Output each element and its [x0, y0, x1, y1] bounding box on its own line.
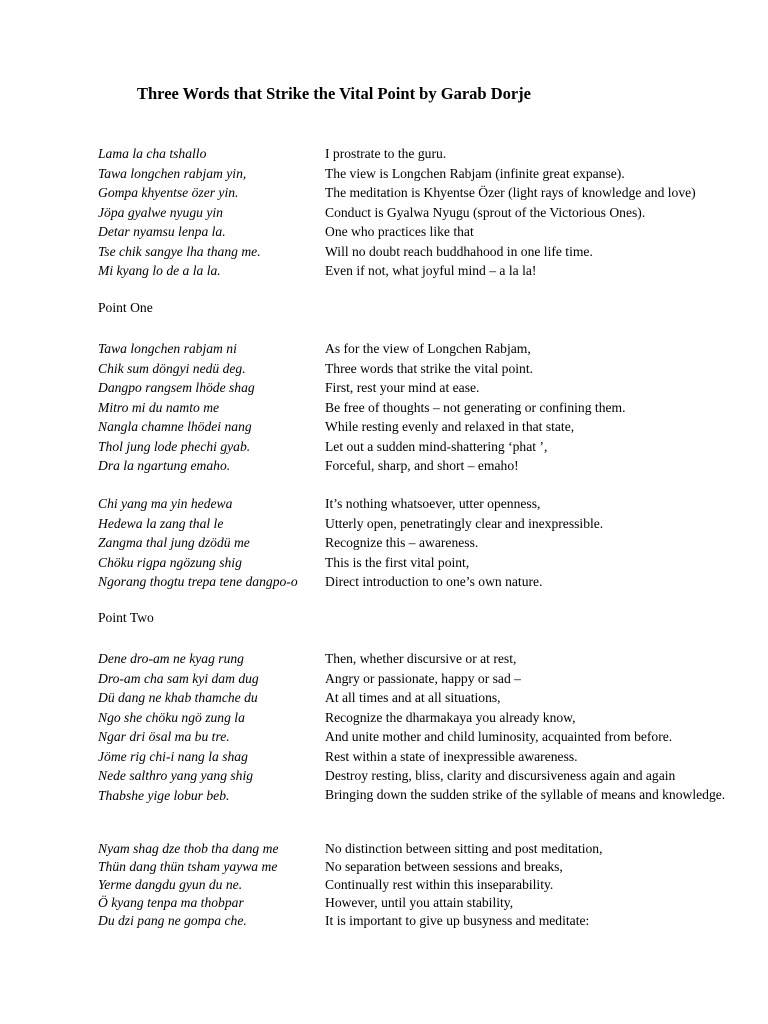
section-heading-point-two: Point Two — [98, 610, 154, 625]
english-line: Angry or passionate, happy or sad – — [325, 670, 521, 686]
verse-row — [0, 840, 768, 858]
tibetan-line: Thabshe yige lobur beb. — [98, 788, 230, 803]
english-line: The meditation is Khyentse Özer (light rays of knowledge and love) — [325, 185, 696, 200]
tibetan-line: Chi yang ma yin hedewa — [98, 496, 233, 511]
english-line: However, until you attain stability, — [325, 895, 514, 910]
english-line: No distinction between sitting and post meditation, — [325, 841, 603, 856]
verse-row — [0, 398, 768, 418]
verse-block-intro — [0, 144, 768, 281]
verse-row — [0, 747, 768, 767]
tibetan-line: Tawa longchen rabjam yin, — [98, 165, 247, 181]
tibetan-line: Tawa longchen rabjam ni — [98, 341, 237, 356]
tibetan-line: Ngorang thogtu trepa tene dangpo-o — [98, 574, 298, 589]
tibetan-line: Dü dang ne khab thamche du — [98, 690, 258, 705]
verse-row — [0, 572, 768, 592]
tibetan-line: Gompa khyentse özer yin. — [98, 185, 239, 200]
tibetan-line: Dene dro-am ne kyag rung — [98, 651, 244, 666]
tibetan-line: Hedewa la zang thal le — [98, 515, 224, 531]
verse-row — [0, 533, 768, 553]
english-line: No separation between sessions and breaks, — [325, 859, 563, 874]
verse-row — [0, 708, 768, 728]
english-line: Conduct is Gyalwa Nyugu (sprout of the Victorious Ones). — [325, 204, 646, 220]
english-line: Will no doubt reach buddhahood in one life time. — [325, 243, 593, 259]
tibetan-line: Yerme dangdu gyun du ne. — [98, 877, 243, 892]
verse-row — [0, 876, 768, 894]
verse-row — [0, 339, 768, 359]
verse-row — [0, 378, 768, 398]
tibetan-line: Thol jung lode phechi gyab. — [98, 438, 251, 454]
english-line: It is important to give up busyness and meditate: — [325, 913, 590, 928]
english-line: Destroy resting, bliss, clarity and discursiveness again and again — [325, 768, 676, 783]
verse-row — [0, 649, 768, 669]
tibetan-line: Mi kyang lo de a la la. — [98, 263, 221, 278]
tibetan-line: Dra la ngartung emaho. — [98, 458, 231, 473]
english-line: Let out a sudden mind-shattering ‘phat ’, — [325, 438, 548, 454]
tibetan-line: Detar nyamsu lenpa la. — [98, 224, 226, 239]
tibetan-line: Thün dang thün tsham yaywa me — [98, 859, 278, 874]
verse-row — [0, 669, 768, 689]
verse-block-point-one-b — [0, 494, 768, 592]
verse-row — [0, 203, 768, 223]
verse-row — [0, 437, 768, 457]
tibetan-line: Nyam shag dze thob tha dang me — [98, 841, 279, 856]
verse-row — [0, 183, 768, 203]
english-line: I prostrate to the guru. — [325, 146, 447, 161]
english-line: Bringing down the sudden strike of the syllable of means and knowledge. — [325, 787, 726, 802]
english-line: Be free of thoughts – not generating or confining them. — [325, 399, 626, 415]
english-line: Recognize the dharmakaya you already know, — [325, 709, 576, 725]
english-line: First, rest your mind at ease. — [325, 380, 480, 395]
english-line: While resting evenly and relaxed in that state, — [325, 419, 575, 434]
verse-row — [0, 514, 768, 534]
english-line: And unite mother and child luminosity, acquainted from before. — [325, 729, 673, 744]
tibetan-line: Chik sum döngyi nedü deg. — [98, 360, 246, 376]
english-line: Rest within a state of inexpressible awareness. — [325, 748, 578, 764]
english-line: At all times and at all situations, — [325, 690, 501, 705]
verse-wrap-row — [0, 786, 768, 822]
verse-row — [0, 553, 768, 573]
verse-row — [0, 494, 768, 514]
verse-row — [0, 144, 768, 164]
tibetan-line: Nede salthro yang yang shig — [98, 768, 254, 783]
english-line: Even if not, what joyful mind – a la la! — [325, 263, 537, 278]
english-line: Recognize this – awareness. — [325, 535, 479, 550]
verse-row — [0, 727, 768, 747]
tibetan-line: Ö kyang tenpa ma thobpar — [98, 895, 244, 910]
tibetan-line: Ngo she chöku ngö zung la — [98, 709, 245, 725]
english-line: Direct introduction to one’s own nature. — [325, 574, 543, 589]
verse-row — [0, 912, 768, 930]
verse-row — [0, 766, 768, 786]
verse-row — [0, 858, 768, 876]
verse-row — [0, 688, 768, 708]
tibetan-line: Chöku rigpa ngözung shig — [98, 554, 242, 570]
verse-row — [0, 222, 768, 242]
verse-block-point-one-a — [0, 339, 768, 476]
tibetan-line: Lama la cha tshallo — [98, 146, 207, 161]
english-line: As for the view of Longchen Rabjam, — [325, 341, 531, 356]
verse-row — [0, 359, 768, 379]
english-line: The view is Longchen Rabjam (infinite great expanse). — [325, 165, 625, 181]
tibetan-line: Mitro mi du namto me — [98, 399, 220, 415]
section-heading-point-one: Point One — [98, 300, 153, 315]
verse-row — [0, 164, 768, 184]
verse-row — [0, 456, 768, 476]
tibetan-line: Dangpo rangsem lhöde shag — [98, 380, 255, 395]
tibetan-line: Jöme rig chi-i nang la shag — [98, 748, 248, 764]
verse-block-point-two-a — [0, 649, 768, 786]
tibetan-line: Zangma thal jung dzödü me — [98, 535, 250, 550]
english-line: Continually rest within this inseparability. — [325, 877, 554, 892]
english-line: Then, whether discursive or at rest, — [325, 651, 517, 666]
verse-row — [0, 261, 768, 281]
verse-row — [0, 894, 768, 912]
verse-block-point-two-b — [0, 840, 768, 930]
english-line: Forceful, sharp, and short – emaho! — [325, 458, 519, 473]
english-line: Three words that strike the vital point. — [325, 360, 534, 376]
english-line: One who practices like that — [325, 224, 474, 239]
tibetan-line: Ngar dri ösal ma bu tre. — [98, 729, 230, 744]
tibetan-line: Nangla chamne lhödei nang — [98, 419, 252, 434]
document-title: Three Words that Strike the Vital Point by Garab Dorje — [137, 84, 532, 103]
tibetan-line: Jöpa gyalwe nyugu yin — [98, 204, 223, 220]
english-line: It’s nothing whatsoever, utter openness, — [325, 496, 541, 511]
tibetan-line: Dro-am cha sam kyi dam dug — [98, 670, 259, 686]
english-line: This is the first vital point, — [325, 554, 470, 570]
tibetan-line: Du dzi pang ne gompa che. — [98, 913, 247, 928]
verse-row — [0, 242, 768, 262]
tibetan-line: Tse chik sangye lha thang me. — [98, 243, 261, 259]
english-line: Utterly open, penetratingly clear and inexpressible. — [325, 515, 604, 531]
verse-row — [0, 417, 768, 437]
